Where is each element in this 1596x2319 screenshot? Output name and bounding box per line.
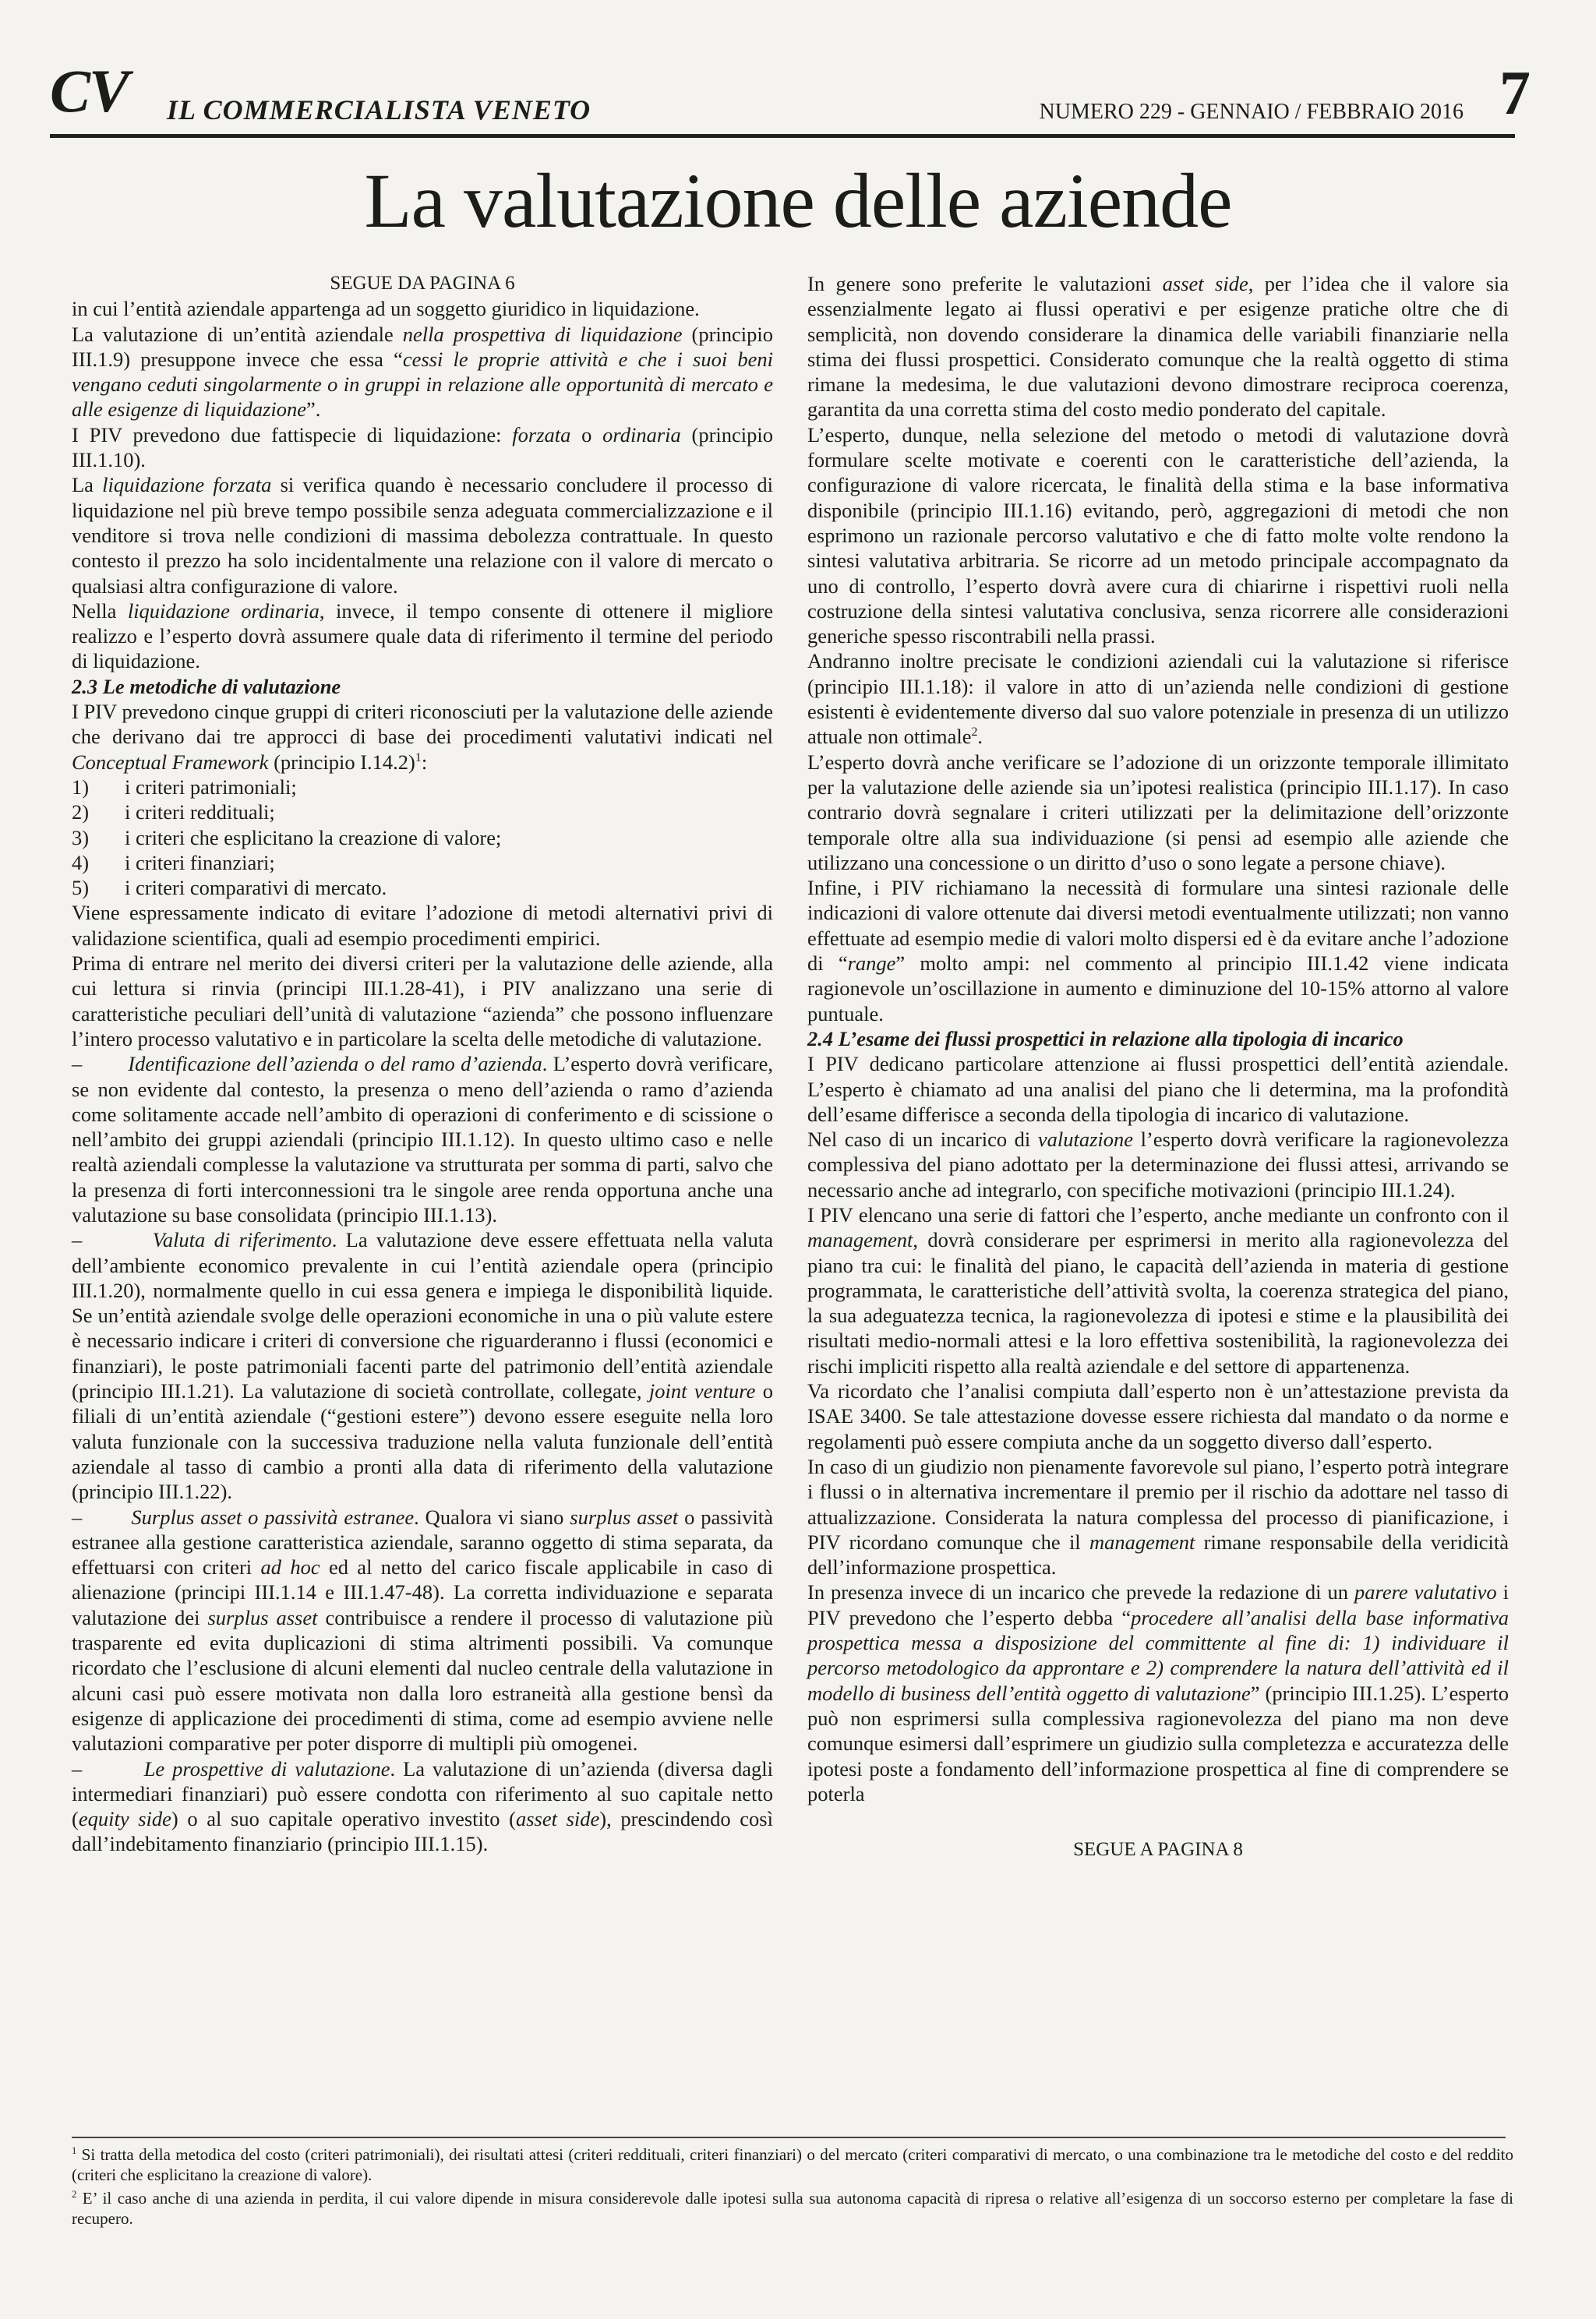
logo: CV [50, 57, 129, 125]
paragraph: Andranno inoltre precisate le condizioni aziendali cui la valutazione si riferisce (principio III.1.18): il valore in atto di un’azienda nelle condizioni di gestione esistenti è evidentemente diverso dal suo valore potenziale in presenza di un utilizzo attuale non ottimale$^2$. [807, 649, 1509, 749]
section-heading-2-3: 2.3 Le metodiche di valutazione [72, 674, 341, 698]
issue-info: NUMERO 229 - GENNAIO / FEBBRAIO 2016 [1039, 100, 1464, 124]
dash-paragraph: – Valuta di riferimento. La valutazione deve essere effettuata nella valuta dell’ambiente economico prevalente in cui l’entità aziendale opera (principio III.1.20), normalmente quello in cui essa genera e impiega le disponibilità liquide. Se un’entità aziendale svolge delle operazioni economiche in una o più valute estere è necessario indicare i criteri di conversione che riguarderanno i flussi (economici e finanziari), le poste patrimoniali facenti parte del patrimonio dell’entità aziendale (principio III.1.21). La valutazione di società controllate, collegate, joint venture o filiali di un’entità aziendale (“gestioni estere”) devono essere eseguite nella loro valuta funzionale con la successiva traduzione nella valuta funzionale dell’entità aziendale al tasso di cambio a pronti alla data di riferimento della valutazione (principio III.1.22). [72, 1228, 774, 1504]
paragraph: In caso di un giudizio non pienamente favorevole sul piano, l’esperto potrà integrare i flussi o in alternativa incrementare il premio per il rischio da adottare nel tasso di attualizzazione. Considerata la natura complessa del processo di pianificazione, i PIV ricordano comunque che il management rimane responsabile della veridicità dell’informazione prospettica. [807, 1454, 1509, 1580]
list-item: 4) i criteri finanziari; [72, 850, 275, 874]
continued-from: SEGUE DA PAGINA 6 [330, 273, 515, 294]
paragraph: Infine, i PIV richiamano la necessità di formulare una sintesi razionale delle indicazioni di valore ottenute dai diversi metodi eventualmente utilizzati; non vanno effettuate ad esempio medie di valori molto dispersi ed è da evitare anche l’adozione di “range” molto ampi: nel commento al principio III.1.42 viene indicata ragionevole un’oscillazione in aumento e diminuzione del 10-15% attorno al valore puntuale. [807, 876, 1509, 1025]
footnote-rule [72, 2137, 1506, 2138]
list-item: 5) i criteri comparativi di mercato. [72, 876, 387, 900]
paragraph: I PIV prevedono cinque gruppi di criteri riconosciuti per la valutazione delle aziende che derivano dai tre approcci di base dei procedimenti valutativi indicati nel Conceptual Framework (principio I.14.2)$^1$: [72, 700, 773, 774]
paragraph: I PIV prevedono due fattispecie di liquidazione: forzata o ordinaria (principio III.1.10). [72, 422, 773, 472]
dash-paragraph: – Le prospettive di valutazione. La valutazione di un’azienda (diversa dagli intermediari finanziari) può essere condotta con riferimento al suo capitale netto (equity side) o al suo capitale operativo investito (asset side), prescindendo così dall’indebitamento finanziario (principio III.1.15). [72, 1756, 773, 1856]
paragraph: Prima di entrare nel merito dei diversi criteri per la valutazione delle aziende, alla cui lettura si rinvia (principi III.1.28-41), i PIV analizzano una serie di caratteristiche peculiari dell’unità di valutazione “azienda” che possono influenzare l’intero processo valutativo e in particolare la scelta delle metodiche di valutazione. [72, 951, 773, 1050]
paper-name: IL COMMERCIALISTA VENETO [167, 94, 591, 125]
article-title: La valutazione delle aziende [364, 157, 1232, 244]
right-column [807, 271, 1509, 1862]
section-heading-2-4: 2.4 L’esame dei flussi prospettici in relazione alla tipologia di incarico [807, 1026, 1404, 1050]
footnote-1: $^1$ Si tratta della metodica del costo (criteri patrimoniali), dei risultati attesi (criteri reddituali, criteri finanziari) o del mercato (criteri comparativi di mercato, o una combinazione tra le metodiche del costo e del reddito (criteri che esplicitano la creazione di valore). [72, 2145, 1513, 2184]
paragraph: La valutazione di un’entità aziendale nella prospettiva di liquidazione (principio III.1.9) presuppone invece che essa “cessi le proprie attività e che i suoi beni vengano ceduti singolarmente o in gruppi in relazione alle opportunità di mercato e alle esigenze di liquidazione”. [72, 322, 773, 422]
list-item: 1) i criteri patrimoniali; [72, 775, 297, 799]
list-item: 2) i criteri reddituali; [72, 800, 275, 824]
paragraph: La liquidazione forzata si verifica quando è necessario concludere il processo di liquidazione nel più breve tempo possibile senza adeguata commercializzazione e il venditore si trova nelle condizioni di massima debolezza contrattuale. In questo contesto il prezzo ha solo incidentalmente una relazione con il valore di mercato o qualsiasi altra configurazione di valore. [72, 473, 773, 598]
masthead-rule [50, 134, 1515, 138]
paragraph: L’esperto, dunque, nella selezione del metodo o metodi di valutazione dovrà formulare scelte motivate e coerenti con le caratteristiche dell’azienda, la configurazione di valore ricercata, le finalità della stima e la base informativa disponibile (principio III.1.16) evitando, però, aggregazioni di metodi che non esprimono un razionale percorso valutativo e che di fatto molte volte rendono la sintesi valutativa arbitraria. Se ricorre ad un metodo principale accompagnato da uno di controllo, l’esperto dovrà avere cura di chiarirne i rispettivi ruoli nella costruzione della sintesi valutativa conclusiva, senza ricorrere alle considerazioni generiche spesso riscontrabili nella prassi. [807, 422, 1509, 648]
dash-paragraph: – Identificazione dell’azienda o del ramo d’azienda. L’esperto dovrà verificare, se non evidente dal contesto, la presenza o meno dell’azienda o ramo d’azienda come solitamente accade nell’ambito di operazioni di conferimento e di scissione o nell’ambito dei gruppi aziendali (principio III.1.12). In questo ultimo caso e nelle realtà aziendali complesse la valutazione va strutturata per somma di parti, salvo che la presenza di forti interconnessioni tra le singole aree renda opportuna anche una valutazione su base consolidata (principio III.1.13). [72, 1052, 774, 1227]
list-item: 3) i criteri che esplicitano la creazione di valore; [72, 825, 502, 849]
paragraph: Nel caso di un incarico di valutazione l’esperto dovrà verificare la ragionevolezza complessiva del piano adottato per la determinazione dei flussi attesi, arrivando se necessario anche ad integrarlo, con specifiche motivazioni (principio III.1.24). [807, 1128, 1509, 1202]
paragraph: I PIV dedicano particolare attenzione ai flussi prospettici dell’entità aziendale. L’esperto è chiamato ad una analisi del piano che li determina, ma la profondità dell’esame differisce a seconda della tipologia di incarico di valutazione. [807, 1052, 1509, 1126]
footnote-ref-2: 2 [971, 725, 978, 739]
footnote-ref-1: 1 [415, 750, 422, 764]
footnote-2: $^2$ E’ il caso anche di una azienda in perdita, il cui valore dipende in misura considerevole dalle ipotesi sulla sua autonoma capacità di ripresa o relative all’esigenza di un soccorso esterno per completare la fase di recupero. [72, 2189, 1513, 2228]
paragraph: L’esperto dovrà anche verificare se l’adozione di un orizzonte temporale illimitato per la valutazione delle aziende sia un’ipotesi realistica (principio III.1.17). In caso contrario dovrà segnalare i criteri utilizzati per la delimitazione dell’orizzonte temporale oltre alla sua individuazione (si pensi ad esempio alle aziende che utilizzano una concessione o un diritto d’uso o sono legate a persone chiave). [807, 750, 1509, 874]
paragraph: in cui l’entità aziendale appartenga ad un soggetto giuridico in liquidazione. [72, 297, 700, 321]
footnotes [72, 2144, 1513, 2232]
paragraph: Nella liquidazione ordinaria, invece, il tempo consente di ottenere il migliore realizzo e l’esperto dovrà assumere quale data di riferimento il termine del periodo di liquidazione. [72, 598, 773, 673]
paragraph: Viene espressamente indicato di evitare l’adozione di metodi alternativi privi di validazione scientifica, quali ad esempio procedimenti empirici. [72, 901, 773, 950]
continued-to: SEGUE A PAGINA 8 [1073, 1839, 1243, 1861]
left-column [72, 271, 773, 1857]
page-number: 7 [1499, 59, 1531, 128]
masthead [50, 57, 1531, 139]
paragraph: In presenza invece di un incarico che prevede la redazione di un parere valutativo i PIV prevedono che l’esperto debba “procedere all’analisi della base informativa prospettica messa a disposizione del committente al fine di: 1) individuare il percorso metodologico da approntare e 2) comprendere la natura dell’attività ed il modello di business dell’entità oggetto di valutazione” (principio III.1.25). L’esperto può non esprimersi sulla complessiva ragionevolezza del piano ma non deve comunque esimersi dall’esprimere un giudizio sulla completezza e accuratezza delle ipotesi poste a fondamento dell’informazione prospettica al fine di comprendere se poterla [807, 1580, 1509, 1805]
paragraph: Va ricordato che l’analisi compiuta dall’esperto non è un’attestazione prevista da ISAE 3400. Se tale attestazione dovesse essere richiesta dal mandato o da norme e regolamenti può essere compiuta anche da un soggetto diverso dall’esperto. [807, 1379, 1509, 1453]
paragraph: In genere sono preferite le valutazioni asset side, per l’idea che il valore sia essenzialmente legato ai flussi operativi e per esigenze pratiche oltre che di semplicità, non dovendo considerare la dinamica delle variabili finanziarie nella stima dei flussi prospettici. Considerato comunque che la realtà oggetto di stima rimane la medesima, le due valutazioni devono dimostrare reciproca coerenza, garantita da una corretta stima del costo medio ponderato del capitale. [807, 272, 1509, 422]
paragraph: I PIV elencano una serie di fattori che l’esperto, anche mediante un confronto con il management, dovrà considerare per esprimersi in merito alla ragionevolezza del piano tra cui: le finalità del piano, le capacità dell’azienda in materia di gestione programmata, le caratteristiche dell’attività svolta, la coerenza strategica del piano, la sua adeguatezza tecnica, la ragionevolezza di ipotesi e stime e la plausibilità dei risultati medio-normali attesi e la loro effettiva sostenibilità, la ragionevolezza dei rischi impliciti rispetto alla realtà aziendale e del settore di appartenenza. [807, 1202, 1509, 1378]
dash-paragraph: – Surplus asset o passività estranee. Qualora vi siano surplus asset o passività estranee alla gestione caratteristica aziendale, saranno oggetto di stima separata, da effettuarsi con criteri ad hoc ed al netto del carico fiscale applicabile in caso di alienazione (principi III.1.14 e III.1.47-48). La corretta individuazione e separata valutazione dei surplus asset contribuisce a rendere il processo di valutazione più trasparente ed evita duplicazioni di stima altrimenti possibili. Va comunque ricordato che l’esclusione di alcuni elementi dal nucleo centrale della valutazione in alcuni casi può essere motivata non dalla loro estraneità alla gestione bensì da esigenze di applicazione dei procedimenti di stima, come ad esempio avviene nelle valutazioni comparative per poter disporre di multipli più omogenei. [72, 1505, 773, 1756]
